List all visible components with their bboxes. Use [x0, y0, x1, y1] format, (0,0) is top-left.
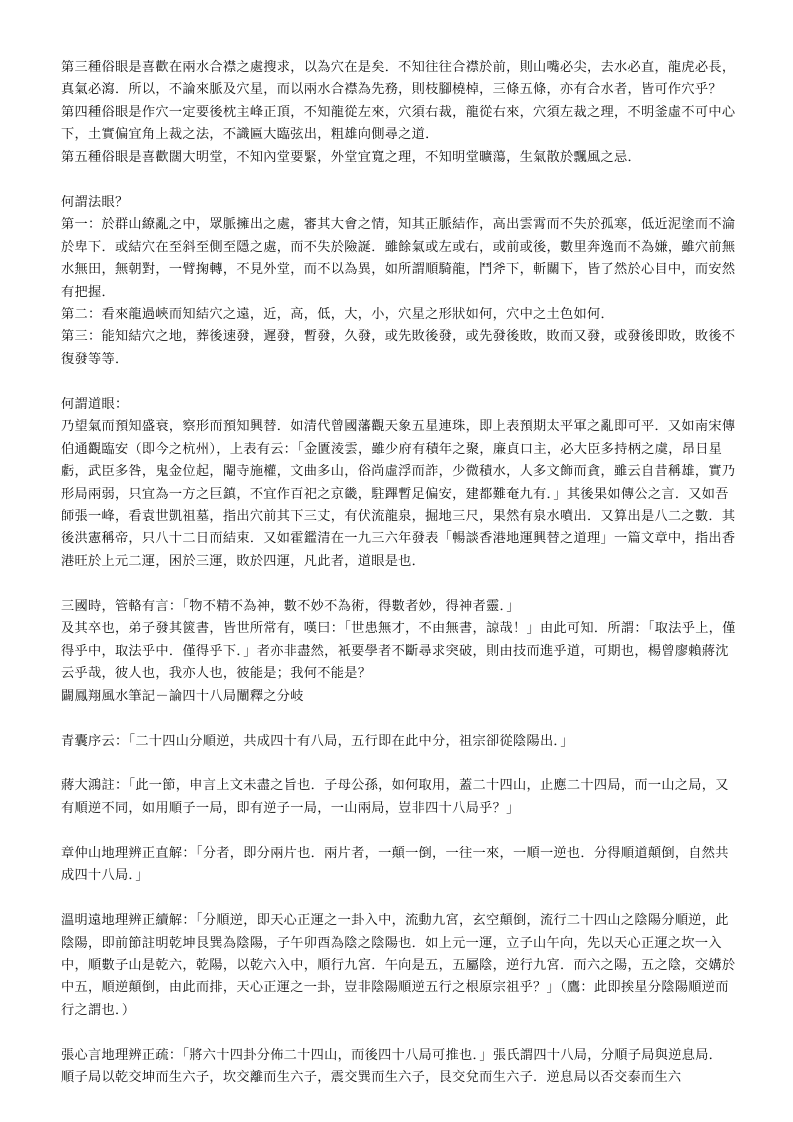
blank-line — [61, 708, 737, 730]
paragraph-dharma-eye-first: 第一：於群山繚亂之中，眾脈擁出之處，審其大會之情，知其正脈結作，高出雲霄而不失於孤寒，低近泥塗而不淪於卑下．或結穴在至斜至側至隱之處，而不失於險誕．雖餘氣或左或右，或前或後，數里奔逸而不為嫌，雖穴前無水無田，無朝對，一臂掬轉，不見外堂，而不以為異，如所謂順騎龍，鬥斧下，斬關下，皆了然於心目中，而安然有把握． — [61, 217, 736, 300]
document-page — [61, 57, 737, 1090]
blank-line — [61, 169, 737, 191]
blank-line — [61, 820, 737, 842]
paragraph-qingnang-preface: 青囊序云：「二十四山分順逆，共成四十有八局，五行即在此中分，祖宗卻從陰陽出．」 — [61, 733, 574, 749]
paragraph-dharma-eye-third: 第三：能知結穴之地，葬後速發，遲發，暫發，久發，或先敗後發，或先發後敗，敗而又發，或發後即敗，敗後不復發等等． — [61, 329, 736, 367]
paragraph-disciples: 及其卒也，弟子發其篋書，皆世所常有，嘆曰：「世患無才，不由無書，諒哉！」由此可知．所謂：「取法乎上，僅得乎中，取法乎中．僅得乎下．」者亦非盡然，衹要學者不斷尋求突破，則由技而進乎道，可期也，楊曾廖賴蔣沈云乎哉，彼人也，我亦人也，彼能是；我何不能是？ — [61, 621, 736, 682]
paragraph-zhang-xinyan: 張心言地理辨正疏：「將六十四卦分佈二十四山，而後四十八局可推也．」張氏謂四十八局，分順子局與逆息局． — [61, 1047, 723, 1063]
blank-line — [61, 753, 737, 775]
blank-line — [61, 1022, 737, 1044]
heading-tao-eye: 何謂道眼： — [61, 396, 129, 412]
blank-line — [61, 371, 737, 393]
section-title-48-schemes: 闢鳳翔風水筆記－論四十八局闡釋之分岐 — [61, 688, 304, 704]
paragraph-jiang-dahong: 蔣大鴻註：「此一節，申言上文未盡之旨也．子母公孫，如何取用，蓋二十四山，止應二十四局，而一山之局，又有順逆不同，如用順子一局，即有逆子一局，一山兩局，豈非四十八局乎？」 — [61, 778, 729, 816]
blank-line — [61, 888, 737, 910]
paragraph-shunzi-ju: 順子局以乾交坤而生六子，坎交離而生六子，震交巽而生六子，艮交兌而生六子．逆息局以否交泰而生六 — [61, 1070, 682, 1086]
paragraph-wen-mingyuan: 溫明遠地理辨正續解：「分順逆，即天心正運之一卦入中，流動九宮，玄空顛倒，流行二十四山之陰陽分順逆，此陰陽，即前節註明乾坤艮巽為陰陽，子午卯酉為陰之陰陽也．如上元一運，立子山午向，先以天心正運之坎一入中，順數子山是乾六，乾陽，以乾六入中，順行九宮．午向是五，五屬陰，逆行九宮．而六之陽，五之陰，交媾於中五，順逆顛倒，由此而排，天心正運之一卦，豈非陰陽順逆五行之根原宗祖乎？」（鷹：此即挨星分陰陽順逆而行之謂也．） — [61, 913, 736, 1018]
paragraph-tao-eye: 乃望氣而預知盛衰，察形而預知興替．如清代曾國藩觀天象五星連珠，即上表預期太平軍之亂即可平．又如南宋傳伯通觀臨安（即今之杭州），上表有云：「金匱淩雲，雖少府有積年之聚，廉貞口主，必大臣多持柄之虞，昂日星虧，武臣多咎，鬼金位起，閹寺施權，文曲多山，俗尚虛浮而詐，少微積水，人多文飾而貪，雖云自昔稱雄，實乃形局兩弱，只宜為一方之巨鎮，不宜作百祀之京畿，駐蹕暫足偏安，建都難奄九有．」其後果如傳公之言．又如吾師張一峰，看袁世凱祖墓，指出穴前其下三丈，有伏流龍泉，掘地三尺，果然有泉水噴出．又算出是八二之數．其後洪憲稱帝，只八十二日而結束．又如霍鑑清在一九三六年發表「暢談香港地運興替之道理」一篇文章中，指出香港旺於上元二運，困於三運，敗於四運，凡此者，道眼是也． — [61, 419, 736, 569]
paragraph-zhang-zhongshan: 章仲山地理辨正直解：「分者，即分兩片也．兩片者，一顛一倒，一往一來，一順一逆也．分得順道顛倒，自然共成四十八局．」 — [61, 845, 729, 884]
heading-dharma-eye: 何謂法眼？ — [61, 194, 129, 210]
paragraph-dharma-eye-second: 第二：看來龍過峽而知結穴之遠，近，高，低，大，小，穴星之形狀如何，穴中之土色如何． — [61, 306, 614, 322]
paragraph-fifth-common-eye: 第五種俗眼是喜歡闊大明堂，不知內堂要緊，外堂宜寬之理，不知明堂曠蕩，生氣散於飄風之忌． — [61, 149, 641, 165]
paragraph-third-common-eye: 第三種俗眼是喜歡在兩水合襟之處搜求，以為穴在是矣．不知往往合襟於前，則山嘴必尖，去水必直，龍虎必長，真氣必瀉．所以，不論來脈及穴星，而以兩水合襟為先務，則枝腳橈棹，三條五條，亦有合水者，皆可作穴乎？ — [61, 60, 736, 98]
paragraph-fourth-common-eye: 第四種俗眼是作穴一定要後枕主峰正頂，不知龍從左來，穴須右裁，龍從右來，穴須左裁之理，不明釜虛不可中心下，土實偏宜角上裁之法，不識匾大臨弦出，粗雄向側尋之道． — [61, 104, 736, 143]
blank-line — [61, 573, 737, 595]
paragraph-guan-lu-quote: 三國時，管輅有言：「物不精不為神，數不妙不為術，得數者妙，得神者靈．」 — [61, 598, 520, 614]
